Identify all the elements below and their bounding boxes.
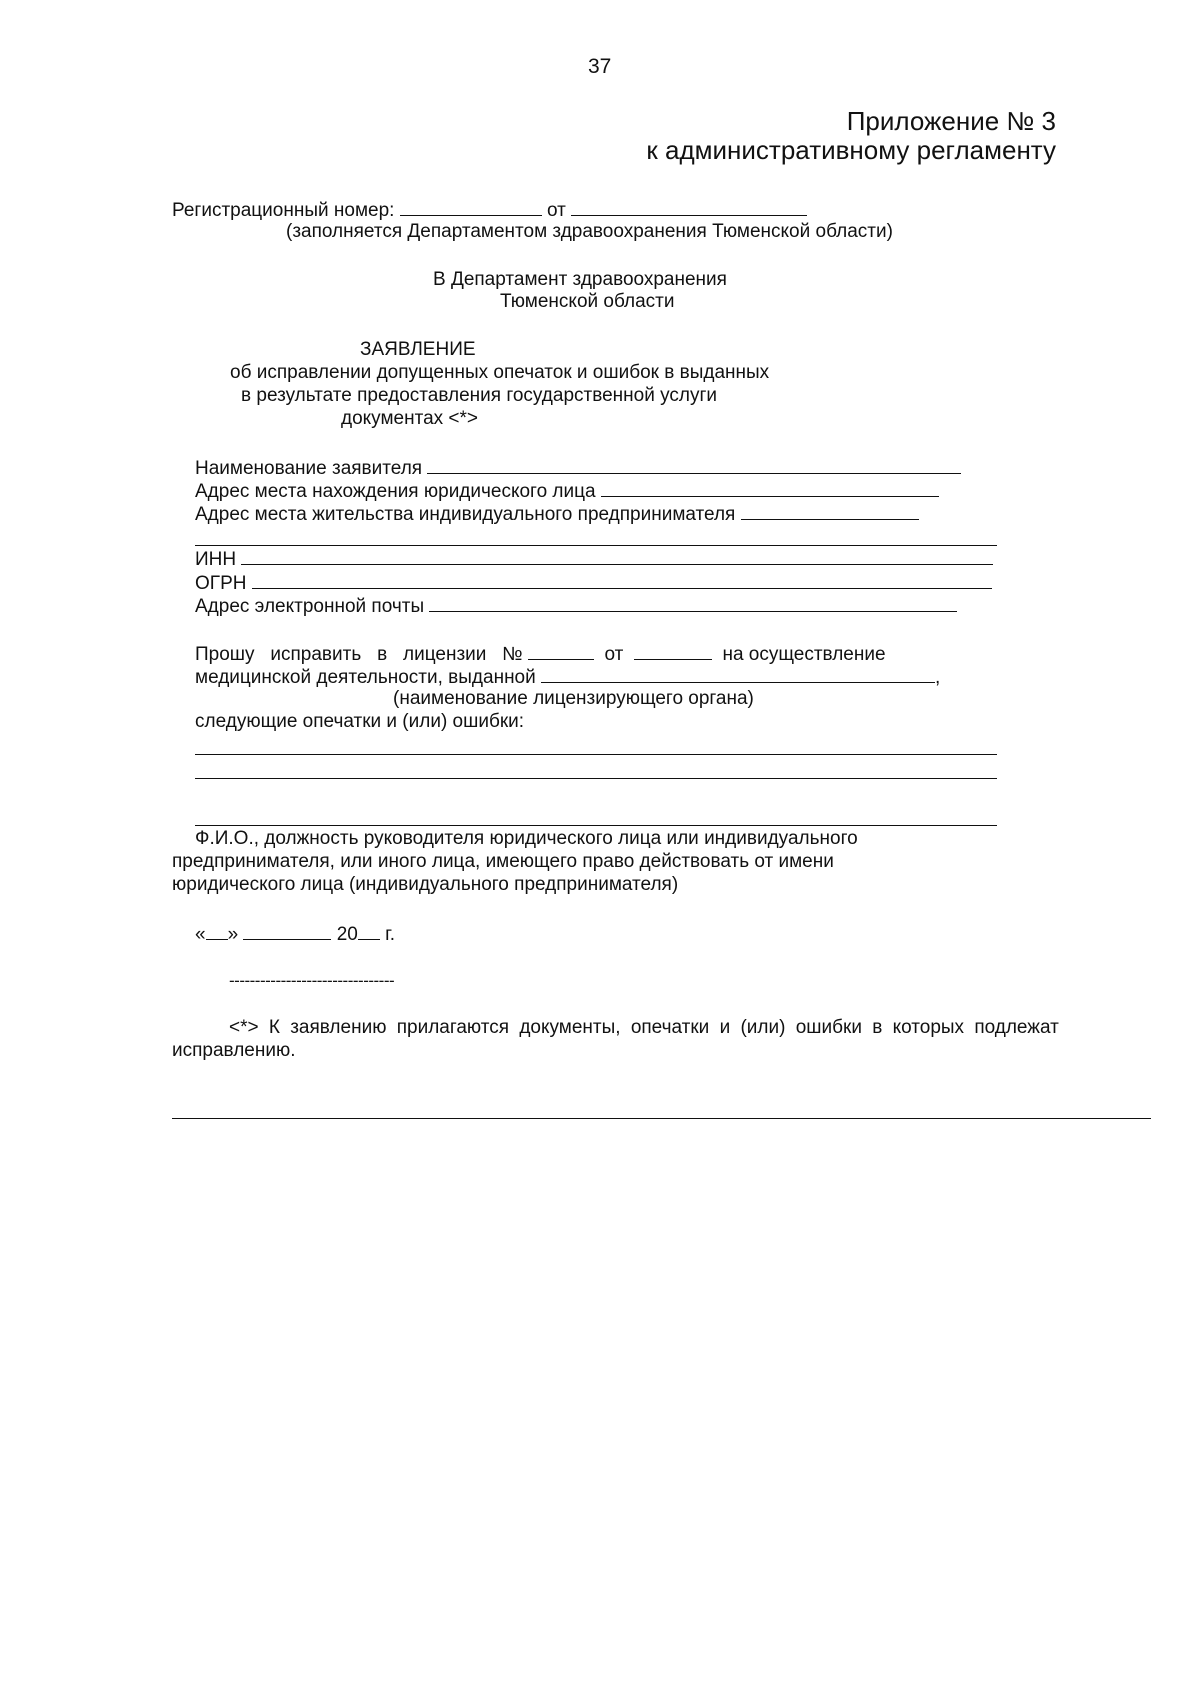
year-suffix: г. [385,924,396,945]
signature-line1: Ф.И.О., должность руководителя юридического лица или индивидуального [195,828,858,849]
registration-label: Регистрационный номер: [172,200,395,221]
errors-line-1[interactable] [195,754,997,755]
addressee-line2: Тюменской области [500,291,675,312]
date-close-quote: » [227,924,239,945]
signature-line3: юридического лица (индивидуального предпринимателя) [172,874,679,895]
inn-row [195,547,993,571]
inn-label: ИНН [195,549,237,570]
request-line1 [195,642,886,666]
request-word-4: лицензии [403,644,487,665]
signature-line[interactable] [195,825,997,826]
signature-line2: предпринимателя, или иного лица, имеющего право действовать от имени [172,851,834,872]
email-field[interactable] [429,594,957,612]
day-field[interactable] [206,922,228,940]
request-line2 [195,665,940,689]
legal-address-field[interactable] [601,479,939,497]
request-number-sign: № [502,644,523,665]
footnote-text-line1: <*> К заявлению прилагаются документы, опечатки и (или) ошибки в которых подлежат [229,1017,1059,1038]
email-label: Адрес электронной почты [195,596,425,617]
registration-line [172,198,807,222]
year-prefix: 20 [336,924,358,945]
appendix-subtitle: к административному регламенту [646,135,1056,165]
errors-line-2[interactable] [195,778,997,779]
issuer-field[interactable] [541,665,935,683]
statement-line1: об исправлении допущенных опечаток и ошибок в выданных [230,362,770,383]
request-word-1: Прошу [195,644,255,665]
addressee-line1: В Департамент здравоохранения [433,269,727,290]
registration-note: (заполняется Департаментом здравоохранения Тюменской области) [286,221,893,242]
license-number-field[interactable] [528,642,594,660]
issued-by-label: медицинской деятельности, выданной [195,667,536,688]
legal-address-label: Адрес места нахождения юридического лица [195,481,596,502]
inn-field[interactable] [241,547,993,565]
errors-label: следующие опечатки и (или) ошибки: [195,711,525,732]
month-field[interactable] [243,922,331,940]
license-date-field[interactable] [634,642,712,660]
applicant-name-field[interactable] [427,456,961,474]
date-row [195,922,395,946]
year-field[interactable] [358,922,380,940]
registration-number-field[interactable] [400,198,542,216]
email-row [195,594,957,618]
page-bottom-rule [172,1118,1151,1119]
footnote-text-line2: исправлению. [172,1040,296,1061]
request-word-3: в [377,644,388,665]
entrepreneur-address-field[interactable] [741,502,919,520]
statement-line2: в результате предоставления государственной услуги [241,385,718,406]
page-number: 37 [588,55,612,78]
issuer-comma: , [935,667,941,688]
ogrn-field[interactable] [252,571,992,589]
ogrn-label: ОГРН [195,573,247,594]
appendix-title: Приложение № 3 [846,106,1056,136]
entrepreneur-address-continuation-line[interactable] [195,545,997,546]
footnote-separator: -------------------------------- [229,971,395,990]
registration-from-label: от [546,200,566,221]
issuer-note: (наименование лицензирующего органа) [393,688,754,709]
entrepreneur-address-label: Адрес места жительства индивидуального предпринимателя [195,504,736,525]
for-activity-label: на осуществление [722,644,886,665]
applicant-name-label: Наименование заявителя [195,458,423,479]
ogrn-row [195,571,992,595]
license-from-label: от [604,644,624,665]
applicant-name-row [195,456,961,480]
request-word-2: исправить [270,644,362,665]
statement-line3: документах <*> [341,408,479,429]
statement-title: ЗАЯВЛЕНИЕ [360,339,476,360]
date-open-quote: « [195,924,206,945]
registration-date-field[interactable] [571,198,807,216]
entrepreneur-address-row [195,502,919,526]
legal-address-row [195,479,939,503]
